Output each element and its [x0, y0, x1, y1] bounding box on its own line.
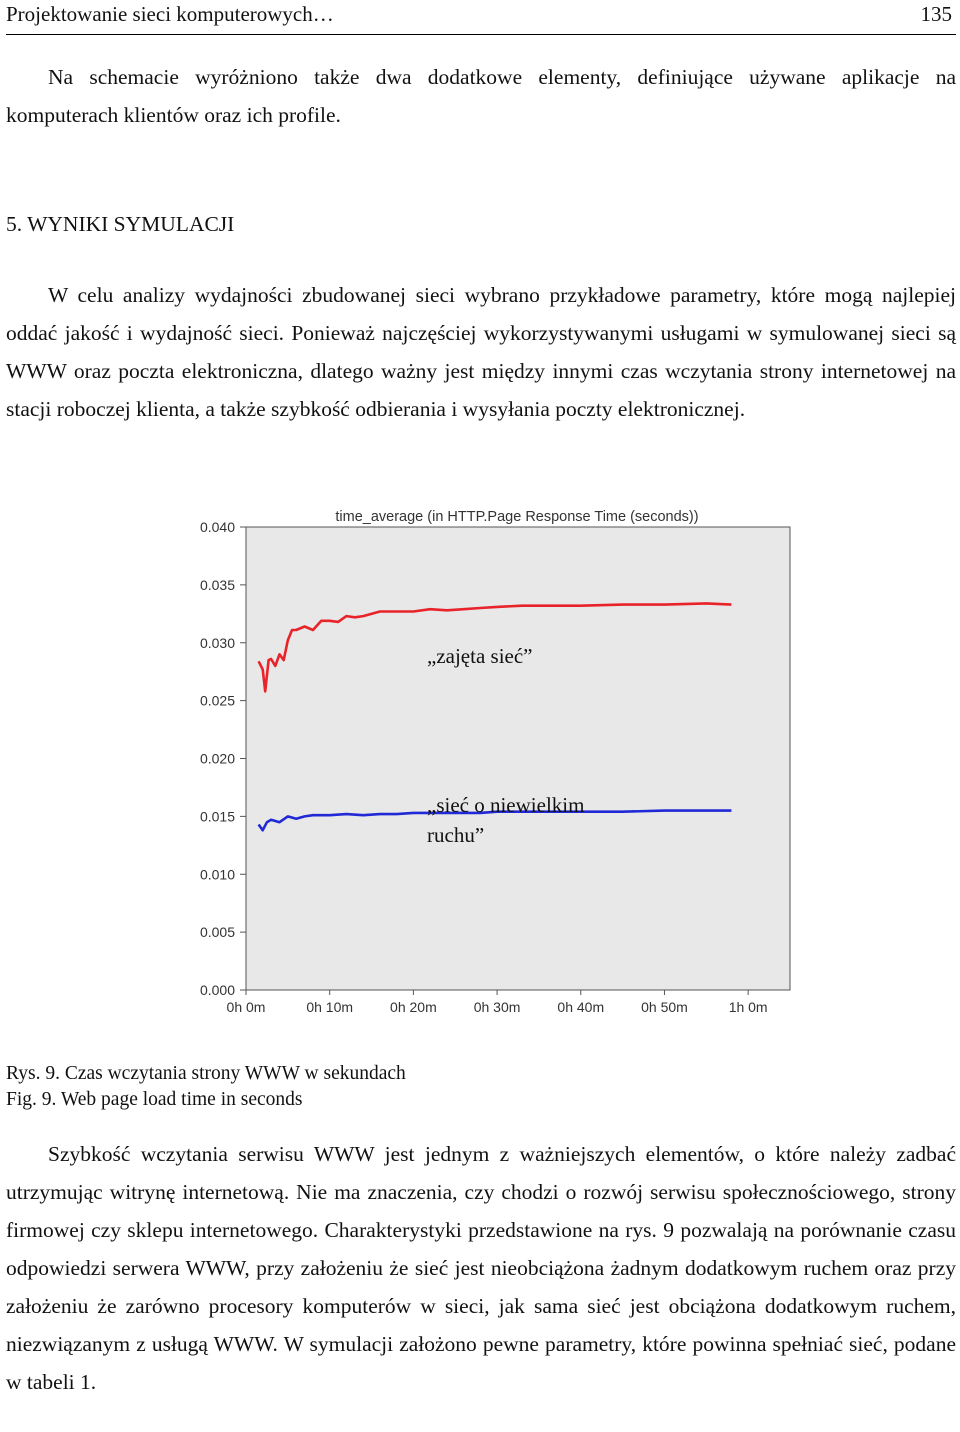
y-tick-label: 0.010: [199, 866, 235, 883]
series-label-light-line2: ruchu”: [427, 823, 485, 847]
plot-area: [246, 527, 790, 990]
running-header: [6, 0, 956, 35]
x-tick-label: 1h 0m: [728, 999, 768, 1015]
y-tick-label: 0.030: [199, 634, 235, 651]
caption-english: Fig. 9. Web page load time in seconds: [6, 1089, 303, 1110]
x-tick-label: 0h 0m: [226, 999, 266, 1015]
y-tick-label: 0.015: [199, 808, 235, 825]
series-label-light-line1: „sieć o niewielkim: [427, 793, 585, 817]
y-tick-label: 0.005: [199, 924, 235, 941]
y-tick-label: 0.035: [199, 576, 235, 593]
chart-title: time_average (in HTTP.Page Response Time (seconds)): [335, 509, 699, 525]
x-tick-label: 0h 40m: [557, 999, 605, 1015]
header-title: Projektowanie sieci komputerowych…: [6, 2, 334, 26]
x-tick-label: 0h 50m: [641, 999, 688, 1015]
y-tick-label: 0.025: [199, 692, 235, 709]
response-time-chart: [180, 500, 800, 1020]
x-tick-label: 0h 20m: [390, 999, 437, 1015]
y-tick-label: 0.040: [199, 519, 235, 535]
paragraph-intro: Na schemacie wyróżniono także dwa dodatkowe elementy, definiujące używane aplikacje na komputerach klientów oraz ich profile.: [6, 65, 956, 127]
paragraph-analysis: W celu analizy wydajności zbudowanej sieci wybrano przykładowe parametry, które mogą najlepiej oddać jakość i wydajność sieci. Ponieważ najczęściej wykorzystywanymi usługami w symulowanej sieci są WWW oraz poczta elektroniczna, dlatego ważny jest między innymi czas wczytania strony internetowej na stacji roboczej klienta, a także szybkość odbierania i wysyłania poczty elektronicznej.: [6, 283, 956, 421]
paragraph-conclusion: Szybkość wczytania serwisu WWW jest jednym z ważniejszych elementów, o które należy zadbać utrzymując witrynę internetową. Nie ma znaczenia, czy chodzi o rozwój serwisu społecznościowego, strony firmowej czy sklepu internetowego. Charakterystyki przedstawione na rys. 9 pozwalają na porównanie czasu odpowiedzi serwera WWW, przy założeniu że sieć jest nieobciążona żadnym dodatkowym ruchem oraz przy założeniu że zarówno procesory komputerów w sieci, jak sama sieć jest obciążona dodatkowym ruchem, niezwiązanym z usługą WWW. W symulacji założono pewne parametry, które powinna spełniać sieć, podane w tabeli 1.: [6, 1142, 956, 1394]
x-tick-label: 0h 30m: [473, 999, 521, 1015]
y-axis: [200, 519, 246, 998]
page-number: 135: [920, 2, 952, 26]
series-label-busy: „zajęta sieć”: [427, 644, 533, 668]
y-tick-label: 0.000: [199, 982, 235, 998]
x-axis: [227, 990, 768, 1015]
caption-polish: Rys. 9. Czas wczytania strony WWW w sekundach: [6, 1063, 406, 1084]
section-heading: 5. WYNIKI SYMULACJI: [6, 212, 235, 236]
y-tick-label: 0.020: [199, 750, 235, 767]
x-tick-label: 0h 10m: [306, 999, 354, 1015]
